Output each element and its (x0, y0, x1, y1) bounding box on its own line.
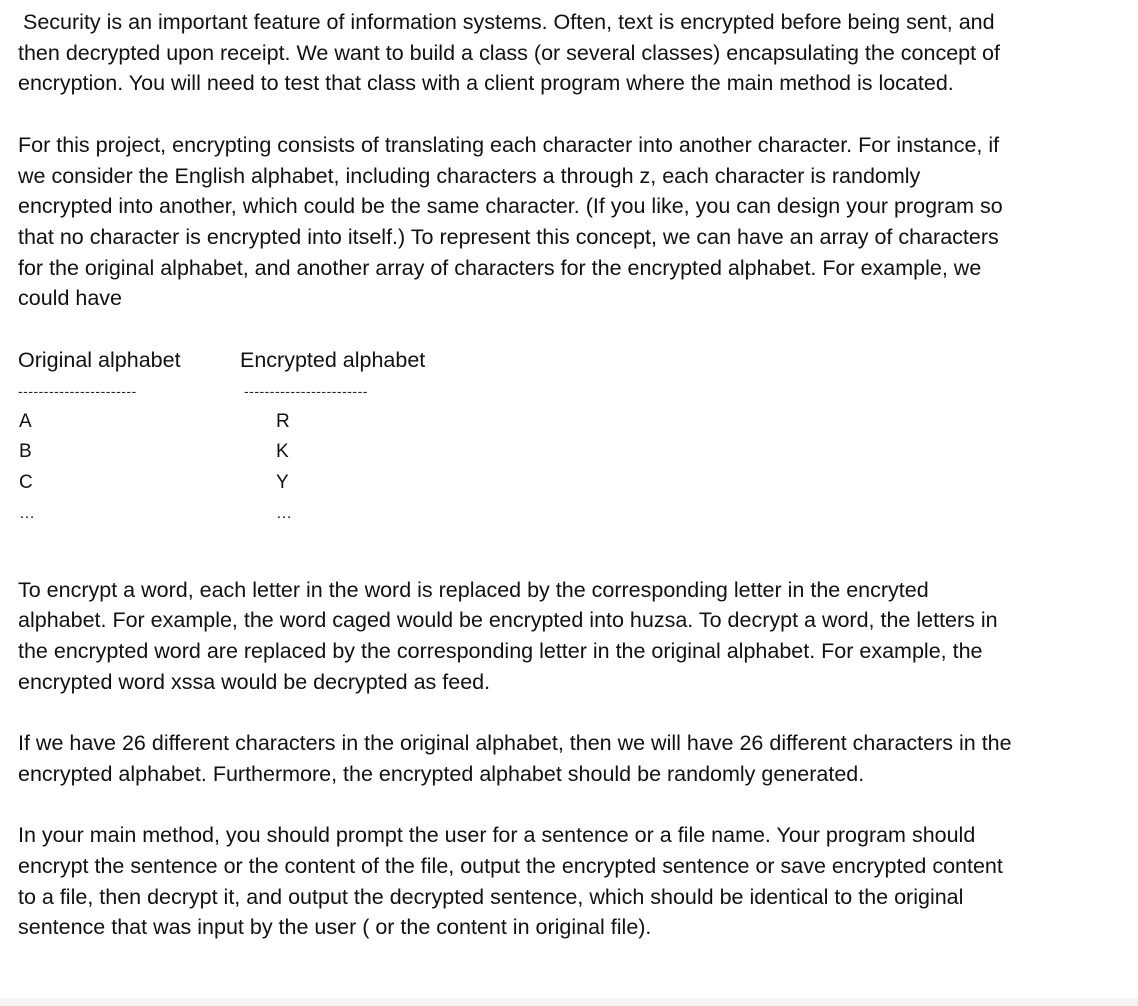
encrypted-alphabet-column (276, 407, 292, 530)
paragraph-alphabet-size: If we have 26 different characters in the original alphabet, then we will have 26 different characters in the encrypted alphabet. Furthermore, the encrypted alphabet should be randomly generated. (18, 731, 1012, 786)
original-letter: C (19, 472, 33, 494)
page-bottom-edge (0, 998, 1138, 1006)
encrypted-alphabet-header: Encrypted alphabet (240, 347, 426, 372)
original-alphabet-header: Original alphabet (18, 347, 181, 372)
encrypted-letter: R (276, 410, 290, 432)
alphabet-table (18, 345, 1018, 575)
original-alphabet-column (19, 407, 35, 530)
original-divider: ----------------------- (18, 382, 137, 399)
encrypted-letter: K (276, 441, 289, 463)
encrypted-ellipsis: … (276, 504, 292, 522)
original-letter: A (19, 410, 32, 432)
paragraph-encrypting: For this project, encrypting consists of translating each character into another character. For instance, if we consider the English alphabet, including characters a through z, each character is randomly encrypted into another, which could be the same character. (If you like, you can design your program so that no character is encrypted into itself.) To represent this concept, we can have an array of characters for the original alphabet, and another array of characters for the encrypted alphabet. For example, we could have (18, 132, 1003, 311)
original-ellipsis: … (19, 504, 35, 522)
paragraph-encrypt-example: To encrypt a word, each letter in the word is replaced by the corresponding letter in the encryted alphabet. For example, the word caged would be encrypted into huzsa. To decrypt a word, the letters in the encrypted word are replaced by the corresponding letter in the original alphabet. For example, the encrypted word xssa would be decrypted as feed. (18, 577, 998, 694)
document-body (18, 7, 1018, 974)
paragraph-main-method: In your main method, you should prompt the user for a sentence or a file name. Your program should encrypt the sentence or the content of the file, output the encrypted sentence or save encrypted content to a file, then decrypt it, and output the decrypted sentence, which should be identical to the original sentence that was input by the user ( or the content in original file). (18, 823, 1003, 940)
encrypted-letter: Y (276, 472, 289, 494)
encrypted-divider: ------------------------ (244, 382, 368, 399)
original-letter: B (19, 441, 32, 463)
paragraph-intro: Security is an important feature of information systems. Often, text is encrypted before being sent, and then decrypted upon receipt. We want to build a class (or several classes) encapsulating the concept of encryption. You will need to test that class with a client program where the main method is located. (18, 10, 1000, 96)
